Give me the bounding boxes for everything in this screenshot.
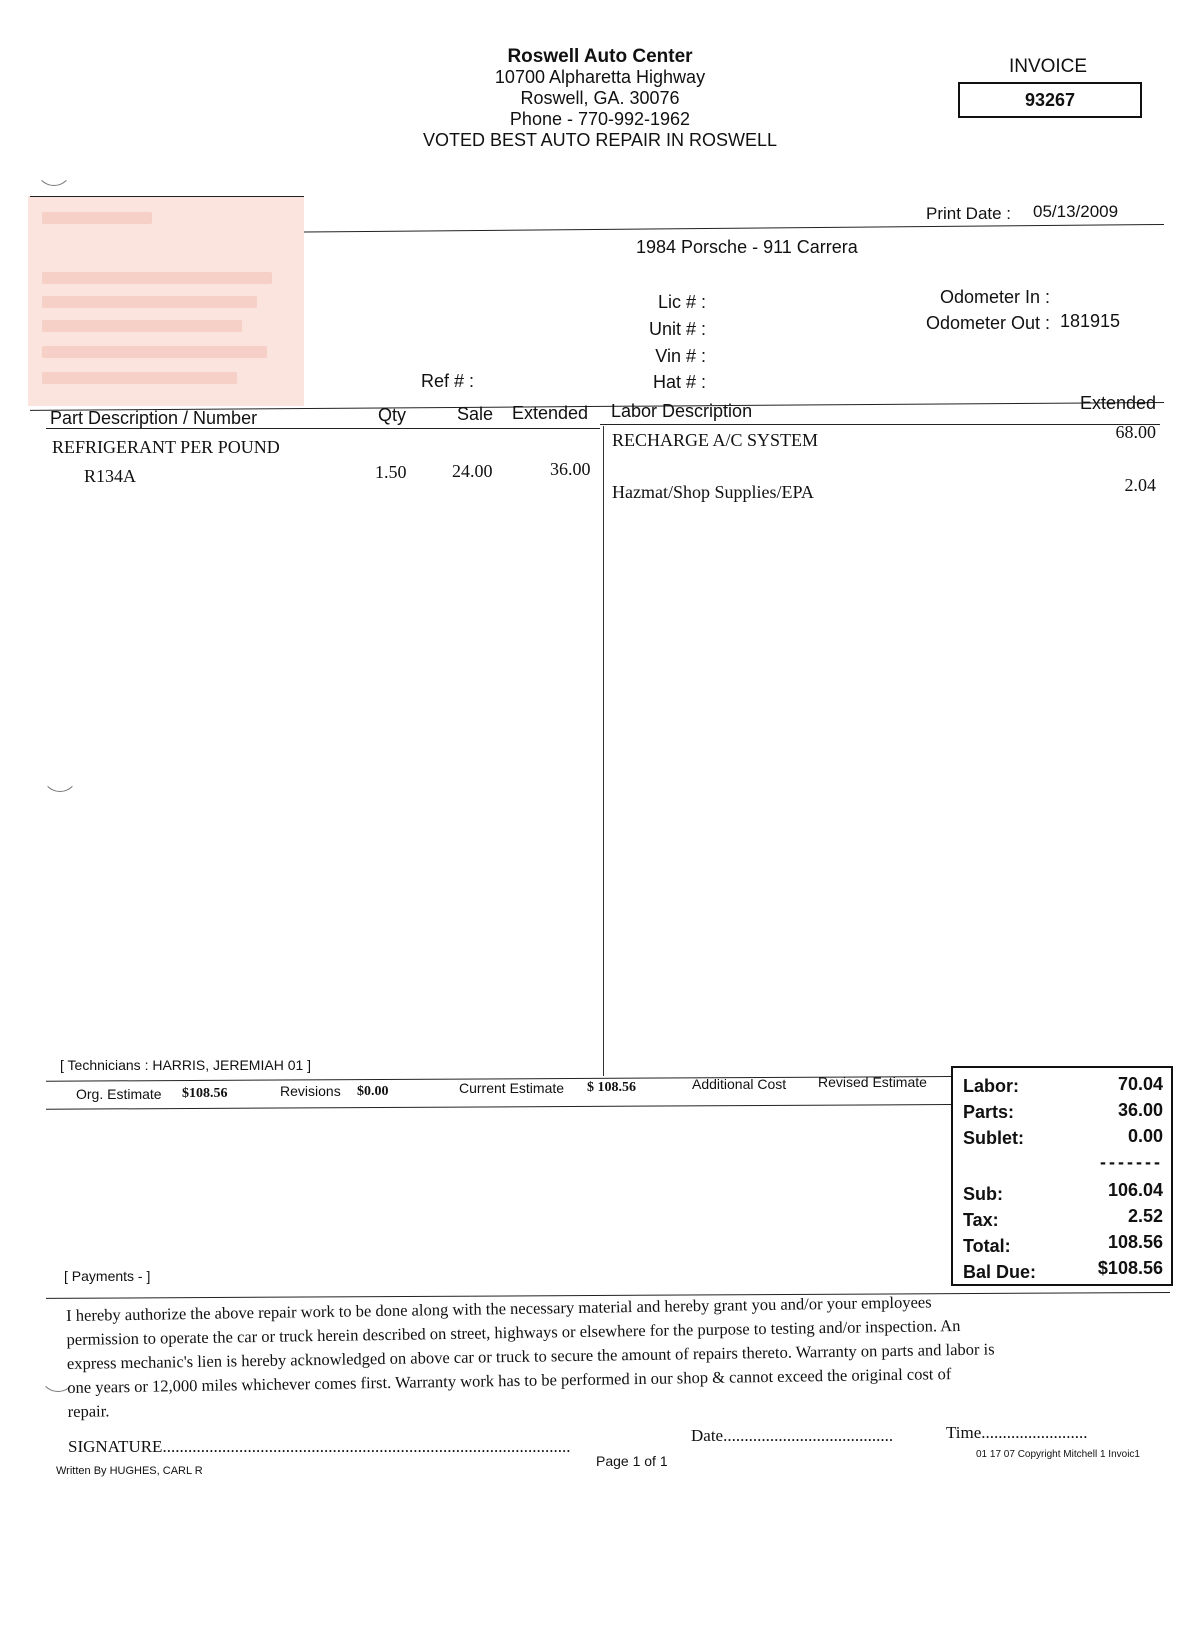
labor-description: Hazmat/Shop Supplies/EPA bbox=[612, 482, 814, 502]
total-value: 108.56 bbox=[1107, 1232, 1163, 1252]
ref-label: Ref # : bbox=[421, 371, 475, 391]
revised-estimate-label: Revised Estimate bbox=[818, 1074, 927, 1090]
odometer-out-value: 181915 bbox=[1060, 311, 1121, 331]
shop-city: Roswell, GA. 30076 bbox=[520, 88, 680, 108]
part-description: REFRIGERANT PER POUND bbox=[52, 437, 280, 457]
signature-line: SIGNATURE................................................................................................ bbox=[68, 1437, 571, 1456]
revisions-value: $0.00 bbox=[357, 1084, 389, 1099]
current-estimate-value: $ 108.56 bbox=[587, 1080, 636, 1095]
balance-due-label: Bal Due: bbox=[963, 1262, 1037, 1282]
sticky-note-overlay bbox=[28, 196, 304, 406]
labor-extended: 68.00 bbox=[1115, 422, 1156, 442]
sublet-total-label: Sublet: bbox=[963, 1128, 1024, 1148]
tax-label: Tax: bbox=[963, 1210, 999, 1230]
lic-label: Lic # : bbox=[657, 292, 706, 312]
punch-hole-top bbox=[36, 150, 72, 186]
shop-slogan: VOTED BEST AUTO REPAIR IN ROSWELL bbox=[422, 130, 778, 150]
copyright: 01 17 07 Copyright Mitchell 1 Invoic1 bbox=[976, 1449, 1140, 1460]
authorization-line: express mechanic's lien is hereby acknowledged on above car or truck to secure the amount of repairs thereto. Warranty on parts and labor is bbox=[66, 1339, 995, 1373]
labor-description: RECHARGE A/C SYSTEM bbox=[612, 430, 819, 450]
totals-divider: ------- bbox=[1100, 1152, 1163, 1172]
date-line: Date........................................ bbox=[691, 1426, 894, 1445]
parts-header-sale: Sale bbox=[457, 404, 494, 424]
invoice-label: INVOICE bbox=[1008, 56, 1088, 77]
total-label: Total: bbox=[963, 1236, 1011, 1256]
part-number: R134A bbox=[84, 466, 137, 486]
labor-extended: 2.04 bbox=[1124, 475, 1156, 495]
org-estimate-value: $108.56 bbox=[182, 1086, 228, 1101]
page-number: Page 1 of 1 bbox=[596, 1453, 668, 1469]
labor-header-extended: Extended bbox=[1079, 393, 1156, 413]
parts-header-extended: Extended bbox=[512, 403, 589, 423]
technicians: [ Technicians : HARRIS, JEREMIAH 01 ] bbox=[60, 1057, 312, 1073]
time-line: Time......................... bbox=[946, 1423, 1088, 1442]
authorization-line: repair. bbox=[67, 1401, 110, 1421]
current-estimate-label: Current Estimate bbox=[459, 1080, 565, 1096]
labor-header-description: Labor Description bbox=[611, 401, 753, 421]
part-sale: 24.00 bbox=[452, 461, 493, 481]
sub-total-label: Sub: bbox=[963, 1184, 1003, 1204]
parts-header-qty: Qty bbox=[378, 405, 407, 425]
invoice-number: 93267 bbox=[958, 82, 1142, 118]
tax-value: 2.52 bbox=[1127, 1206, 1163, 1226]
additional-cost-label: Additional Cost bbox=[692, 1076, 787, 1092]
org-estimate-label: Org. Estimate bbox=[76, 1086, 162, 1102]
payments: [ Payments - ] bbox=[64, 1268, 151, 1284]
authorization-line: I hereby authorize the above repair work to be done along with the necessary material and hereby grant you and/or your employees bbox=[66, 1292, 932, 1325]
hat-label: Hat # : bbox=[652, 372, 706, 392]
print-date-label: Print Date : bbox=[926, 204, 1012, 223]
shop-header bbox=[380, 46, 820, 151]
balance-due-value: $108.56 bbox=[1097, 1258, 1163, 1278]
authorization-line: permission to operate the car or truck herein described on street, highways or elsewhere for the purpose to testing and/or inspection. An bbox=[66, 1315, 961, 1349]
authorization-line: one years or 12,000 miles whichever comes first. Warranty work has to be performed in our shop & cannot exceed the original cost of bbox=[67, 1364, 952, 1397]
part-qty: 1.50 bbox=[375, 462, 407, 482]
shop-name: Roswell Auto Center bbox=[507, 46, 693, 67]
revisions-label: Revisions bbox=[280, 1083, 341, 1099]
written-by: Written By HUGHES, CARL R bbox=[56, 1465, 203, 1477]
authorization-text bbox=[66, 1289, 996, 1424]
shop-address: 10700 Alpharetta Highway bbox=[494, 67, 706, 87]
parts-header-description: Part Description / Number bbox=[50, 408, 258, 428]
header-rule-left bbox=[30, 196, 304, 197]
labor-total-label: Labor: bbox=[963, 1076, 1019, 1096]
print-date-value: 05/13/2009 bbox=[1033, 202, 1119, 221]
unit-label: Unit # : bbox=[648, 319, 706, 339]
part-extended: 36.00 bbox=[550, 459, 591, 479]
punch-hole-middle bbox=[42, 756, 78, 792]
sublet-total-value: 0.00 bbox=[1127, 1126, 1163, 1146]
totals-box bbox=[951, 1066, 1173, 1286]
odometer-out-label: Odometer Out : bbox=[925, 313, 1050, 333]
vehicle-description: 1984 Porsche - 911 Carrera bbox=[636, 237, 858, 257]
odometer-in-label: Odometer In : bbox=[939, 287, 1050, 307]
shop-phone: Phone - 770-992-1962 bbox=[509, 109, 691, 129]
header-rule-right bbox=[304, 224, 1164, 233]
labor-total-value: 70.04 bbox=[1117, 1074, 1163, 1094]
sub-total-value: 106.04 bbox=[1107, 1180, 1163, 1200]
parts-total-label: Parts: bbox=[963, 1102, 1015, 1122]
estimates-bottom-rule bbox=[46, 1104, 951, 1110]
parts-total-value: 36.00 bbox=[1117, 1100, 1163, 1120]
vin-label: Vin # : bbox=[655, 346, 706, 366]
parts-labor-divider bbox=[603, 426, 604, 1076]
